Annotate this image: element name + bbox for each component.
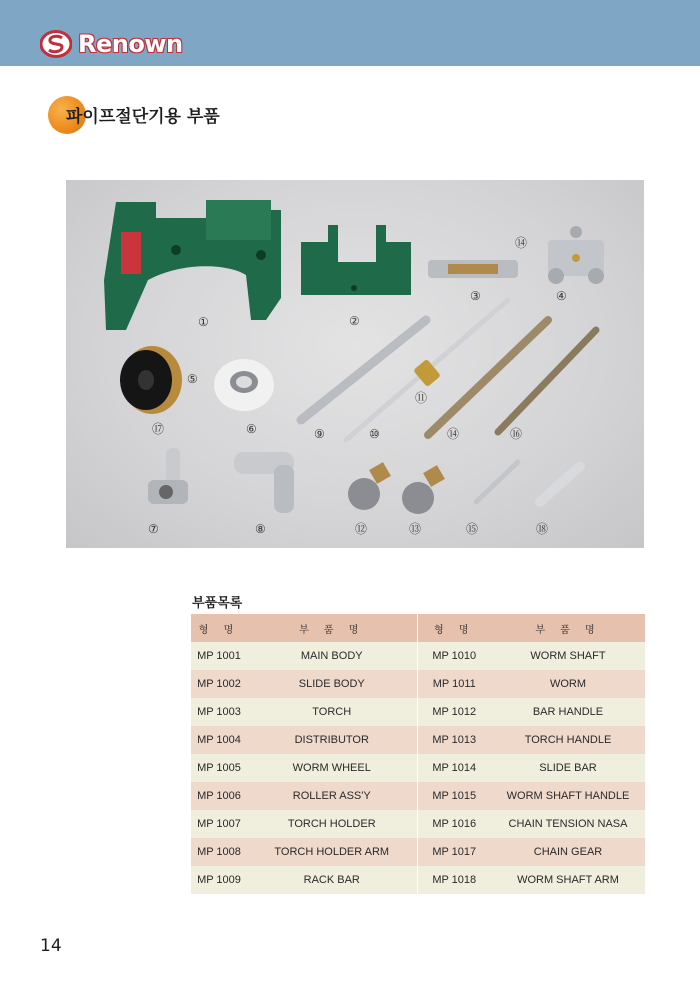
row-model: MP 1001 (197, 650, 241, 662)
header-model-1: 형 명 (198, 624, 240, 636)
part-rack-bar (301, 320, 426, 420)
part-label-9: ⑨ (314, 427, 325, 441)
row-part-name: DISTRIBUTOR (247, 726, 417, 754)
part-label-7: ⑦ (148, 522, 159, 536)
renown-s-logo-icon (40, 30, 72, 58)
table-row (191, 754, 645, 782)
part-label-5: ⑤ (187, 372, 198, 386)
row-model: MP 1011 (432, 678, 476, 690)
part-torch-handle (348, 462, 391, 510)
row-part-name: WORM SHAFT (530, 650, 606, 662)
row-part-name: TORCH HOLDER (247, 810, 417, 838)
part-label-1: ① (198, 315, 209, 329)
part-worm-shaft-handle (476, 462, 518, 502)
row-model: MP 1018 (432, 874, 477, 886)
part-torch-holder-arm (234, 452, 294, 513)
row-model: MP 1014 (432, 762, 477, 774)
part-chain-tension (498, 330, 596, 432)
page-number: 14 (40, 936, 62, 956)
brand[interactable] (40, 30, 183, 58)
part-torch-handle-2 (402, 465, 445, 514)
row-model: MP 1016 (432, 818, 477, 830)
parts-illustration (66, 180, 644, 548)
row-part-name: WORM WHEEL (247, 754, 417, 782)
row-model: MP 1002 (197, 678, 241, 690)
part-label-14: ⑭ (447, 427, 460, 441)
row-model: MP 1006 (197, 790, 241, 802)
part-torch-holder (148, 448, 188, 504)
table-row (191, 838, 645, 866)
part-bar-handle (428, 320, 548, 435)
part-label-10: ⑩ (369, 427, 380, 441)
part-torch (428, 260, 518, 278)
part-label-13: ⑬ (409, 522, 422, 536)
part-label-15: ⑮ (466, 522, 479, 536)
row-model: MP 1007 (197, 818, 241, 830)
table-row (191, 866, 645, 894)
part-slide-body (301, 225, 411, 295)
part-label-2: ② (349, 314, 360, 328)
row-part-name: BAR HANDLE (532, 706, 604, 718)
part-distributor (548, 226, 604, 284)
part-roller (214, 359, 274, 411)
part-label-14b: ⑭ (515, 236, 528, 250)
section-title: 파이프절단기용 부품 (66, 107, 220, 127)
parts-photo (66, 180, 644, 548)
part-label-16: ⑯ (510, 427, 523, 441)
row-part-name: MAIN BODY (247, 642, 417, 670)
row-part-name: ROLLER ASS'Y (247, 782, 417, 810)
row-model: MP 1017 (432, 846, 477, 858)
part-worm-wheel (120, 346, 182, 414)
row-model: MP 1015 (432, 790, 477, 802)
row-model: MP 1005 (197, 762, 241, 774)
row-part-name: TORCH HOLDER ARM (247, 838, 417, 866)
row-model: MP 1013 (432, 734, 477, 746)
part-label-4: ④ (556, 289, 567, 303)
row-model: MP 1010 (432, 650, 477, 662)
row-part-name: WORM SHAFT ARM (517, 874, 619, 886)
row-part-name: TORCH (247, 698, 417, 726)
row-part-name: SLIDE BAR (539, 762, 597, 774)
row-part-name: WORM (549, 678, 587, 690)
header-part-name-1: 부 품 명 (247, 614, 417, 642)
part-label-3: ③ (470, 289, 481, 303)
row-model: MP 1008 (197, 846, 241, 858)
row-model: MP 1009 (197, 874, 241, 886)
part-worm-shaft-arm (540, 466, 580, 502)
brand-name: Renown (78, 30, 183, 58)
part-label-6: ⑥ (246, 422, 257, 436)
table-row (191, 642, 645, 670)
row-part-name: SLIDE BODY (247, 670, 417, 698)
row-part-name: RACK BAR (247, 866, 417, 894)
header-bar (0, 0, 700, 66)
table-row (191, 726, 645, 754)
parts-list-title: 부품목록 (192, 596, 243, 611)
row-model: MP 1012 (432, 706, 477, 718)
table-row (191, 698, 645, 726)
part-label-11: ⑪ (415, 391, 428, 405)
part-label-12: ⑫ (355, 522, 368, 536)
header-model-2: 형 명 (434, 624, 475, 636)
row-part-name: WORM SHAFT HANDLE (506, 790, 630, 802)
header-part-name-2: 부 품 명 (535, 624, 601, 636)
row-part-name: TORCH HANDLE (524, 734, 612, 746)
part-main-body (104, 200, 281, 330)
part-label-18: ⑱ (536, 522, 549, 536)
parts-table (191, 614, 645, 894)
part-label-17: ⑰ (152, 422, 165, 436)
part-label-8: ⑧ (255, 522, 266, 536)
row-model: MP 1004 (197, 734, 241, 746)
row-part-name: CHAIN TENSION NASA (508, 818, 628, 830)
table-row (191, 810, 645, 838)
row-model: MP 1003 (197, 706, 241, 718)
table-header-row (191, 614, 645, 642)
row-part-name: CHAIN GEAR (533, 846, 603, 858)
table-row (191, 670, 645, 698)
table-row (191, 782, 645, 810)
